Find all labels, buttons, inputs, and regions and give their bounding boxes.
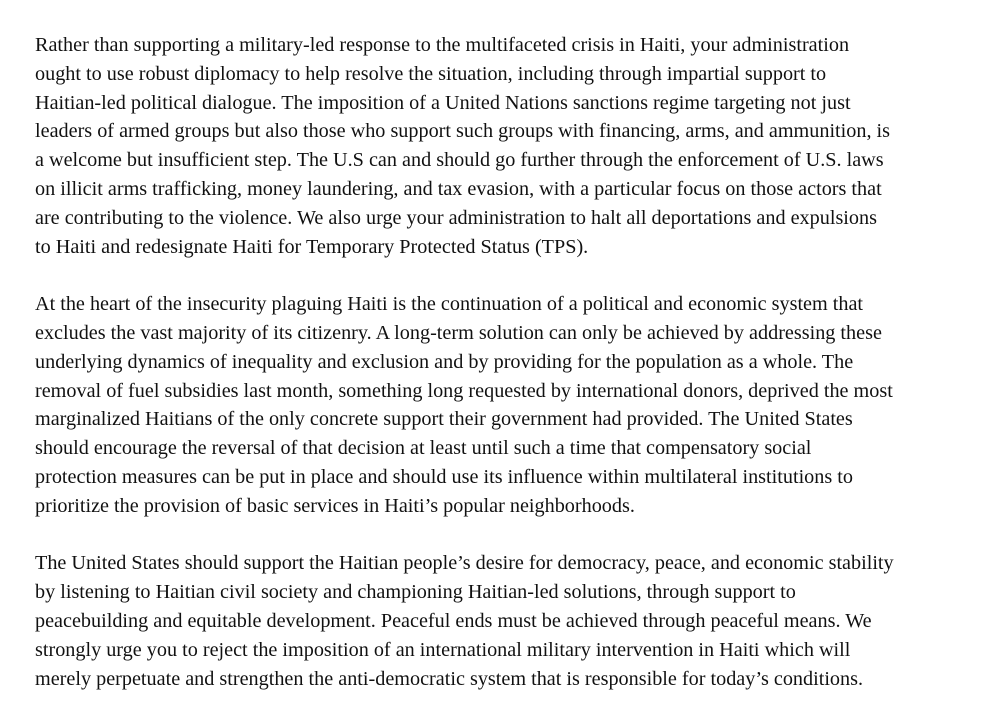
paragraph-1 bbox=[35, 31, 985, 261]
text-line: ought to use robust diplomacy to help resolve the situation, including through impartial support to bbox=[35, 62, 827, 85]
text-line: Haitian-led political dialogue. The imposition of a United Nations sanctions regime targeting not just bbox=[35, 91, 851, 114]
text-line: peacebuilding and equitable development. Peaceful ends must be achieved through peaceful means. We bbox=[35, 609, 872, 632]
text-line: a welcome but insufficient step. The U.S can and should go further through the enforcement of U.S. laws bbox=[35, 149, 884, 172]
text-line: leaders of armed groups but also those who support such groups with financing, arms, and ammunition, is bbox=[35, 120, 891, 143]
text-line: by listening to Haitian civil society and championing Haitian-led solutions, through support to bbox=[35, 581, 796, 604]
text-line: merely perpetuate and strengthen the anti-democratic system that is responsible for today’s conditions. bbox=[35, 667, 864, 690]
text-line: Rather than supporting a military-led response to the multifaceted crisis in Haiti, your administration bbox=[35, 34, 850, 56]
text-line: are contributing to the violence. We also urge your administration to halt all deportations and expulsions bbox=[35, 206, 877, 229]
paragraph-2 bbox=[35, 290, 985, 520]
paragraph-3 bbox=[35, 549, 985, 693]
text-line: The United States should support the Haitian people’s desire for democracy, peace, and economic stability bbox=[35, 552, 894, 575]
paragraph-gap bbox=[35, 521, 985, 550]
text-line: protection measures can be put in place and should use its influence within multilateral institutions to bbox=[35, 465, 853, 488]
text-line: prioritize the provision of basic services in Haiti’s popular neighborhoods. bbox=[35, 494, 635, 517]
text-line: on illicit arms trafficking, money laundering, and tax evasion, with a particular focus on those actors that bbox=[35, 177, 882, 200]
text-line: marginalized Haitians of the only concrete support their government had provided. The United States bbox=[35, 408, 853, 431]
text-line: to Haiti and redesignate Haiti for Temporary Protected Status (TPS). bbox=[35, 235, 589, 258]
paragraph-gap bbox=[35, 261, 985, 290]
text-line: underlying dynamics of inequality and exclusion and by providing for the population as a whole. The bbox=[35, 350, 854, 373]
text-line: should encourage the reversal of that decision at least until such a time that compensatory social bbox=[35, 437, 812, 460]
text-line: removal of fuel subsidies last month, something long requested by international donors, deprived the most bbox=[35, 379, 893, 402]
text-line: strongly urge you to reject the imposition of an international military intervention in Haiti which will bbox=[35, 638, 851, 661]
text-line: At the heart of the insecurity plaguing Haiti is the continuation of a political and economic system that bbox=[35, 293, 864, 316]
letter-body bbox=[35, 31, 985, 693]
text-line: excludes the vast majority of its citizenry. A long-term solution can only be achieved by addressing these bbox=[35, 321, 882, 344]
